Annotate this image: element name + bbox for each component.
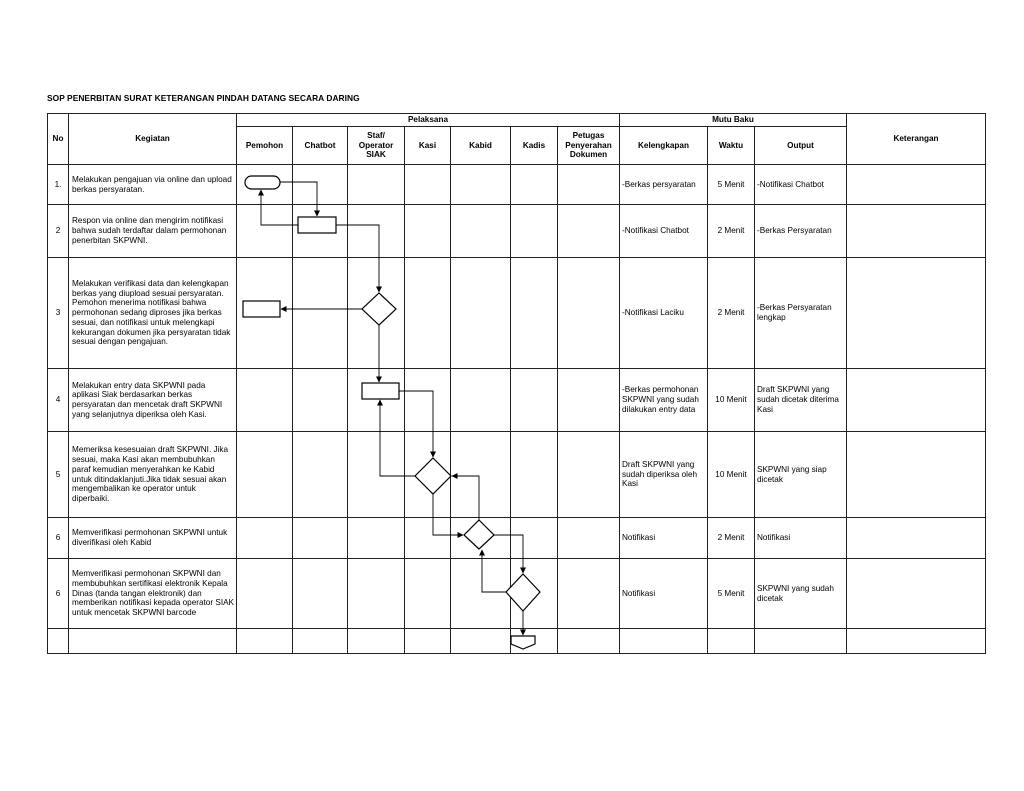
lane-kabid (451, 165, 511, 205)
table-row (48, 258, 986, 369)
lane-staf (348, 432, 405, 518)
row-kelengkapan: -Notifikasi Laciku (620, 258, 708, 369)
row-no: 2 (48, 205, 69, 258)
row-kegiatan: Memverifikasi permohonan SKPWNI untuk diverifikasi oleh Kabid (69, 518, 237, 559)
header-row-top (48, 114, 986, 127)
lane-kabid (451, 629, 511, 654)
row-keterangan (847, 629, 986, 654)
lane-kabid (451, 432, 511, 518)
lane-chatbot (293, 629, 348, 654)
row-kegiatan (69, 629, 237, 654)
row-waktu: 5 Menit (708, 559, 755, 629)
row-kelengkapan (620, 629, 708, 654)
row-no: 3 (48, 258, 69, 369)
row-keterangan (847, 205, 986, 258)
header-pemohon: Pemohon (237, 127, 293, 165)
row-output: -Berkas Persyaratan lengkap (755, 258, 847, 369)
row-kelengkapan: -Berkas persyaratan (620, 165, 708, 205)
row-kegiatan: Melakukan entry data SKPWNI pada aplikasi Siak berdasarkan berkas persyaratan dan mencetak draft SKPWNI yang selanjutnya diperiksa oleh Kasi. (69, 369, 237, 432)
row-kelengkapan: -Notifikasi Chatbot (620, 205, 708, 258)
lane-kasi (405, 432, 451, 518)
row-kegiatan: Memeriksa kesesuaian draft SKPWNI. Jika sesuai, maka Kasi akan membubuhkan paraf kemudian menyerahkan ke Kabid untuk ditindaklanjuti.Jika tidak sesuai akan mengembalikan ke operator untuk diperbaiki. (69, 432, 237, 518)
lane-petugas (558, 432, 620, 518)
row-output: -Berkas Persyaratan (755, 205, 847, 258)
lane-staf (348, 559, 405, 629)
lane-kabid (451, 258, 511, 369)
row-keterangan (847, 518, 986, 559)
lane-staf (348, 369, 405, 432)
row-waktu: 5 Menit (708, 165, 755, 205)
row-waktu: 10 Menit (708, 432, 755, 518)
row-waktu: 2 Menit (708, 258, 755, 369)
row-waktu: 2 Menit (708, 518, 755, 559)
lane-chatbot (293, 258, 348, 369)
lane-kasi (405, 205, 451, 258)
row-output: Draft SKPWNI yang sudah dicetak diterima Kasi (755, 369, 847, 432)
lane-staf (348, 165, 405, 205)
header-mutu-baku: Mutu Baku (620, 114, 847, 127)
lane-staf (348, 518, 405, 559)
lane-kadis (511, 258, 558, 369)
row-no: 6 (48, 518, 69, 559)
lane-chatbot (293, 205, 348, 258)
header-kegiatan: Kegiatan (69, 114, 237, 165)
row-kegiatan: Melakukan verifikasi data dan kelengkapan berkas yang diupload sesuai persyaratan. Pemohon menerima notifikasi bahwa permohonan sedang diproses jika berkas sesuai, dan notifikasi untuk melengkapi kekurangan dokumen jika persyaratan tidak sesuai dengan pengajuan. (69, 258, 237, 369)
row-waktu (708, 629, 755, 654)
row-kegiatan: Melakukan pengajuan via online dan upload berkas persyaratan. (69, 165, 237, 205)
lane-pemohon (237, 629, 293, 654)
lane-pemohon (237, 518, 293, 559)
row-keterangan (847, 432, 986, 518)
row-kelengkapan: Notifikasi (620, 559, 708, 629)
lane-kasi (405, 258, 451, 369)
header-pelaksana: Pelaksana (237, 114, 620, 127)
header-no: No (48, 114, 69, 165)
lane-pemohon (237, 205, 293, 258)
header-kelengkapan: Kelengkapan (620, 127, 708, 165)
lane-petugas (558, 559, 620, 629)
lane-kadis (511, 432, 558, 518)
lane-pemohon (237, 559, 293, 629)
lane-kasi (405, 369, 451, 432)
row-output: SKPWNI yang sudah dicetak (755, 559, 847, 629)
row-no: 4 (48, 369, 69, 432)
row-keterangan (847, 369, 986, 432)
document-title: SOP PENERBITAN SURAT KETERANGAN PINDAH DATANG SECARA DARING (47, 93, 360, 103)
row-kelengkapan: Draft SKPWNI yang sudah diperiksa oleh Kasi (620, 432, 708, 518)
row-keterangan (847, 165, 986, 205)
row-kelengkapan: -Berkas permohonan SKPWNI yang sudah dilakukan entry data (620, 369, 708, 432)
table-row (48, 432, 986, 518)
row-kegiatan: Respon via online dan mengirim notifikasi bahwa sudah terdaftar dalam permohonan penerbitan SKPWNI. (69, 205, 237, 258)
header-waktu: Waktu (708, 127, 755, 165)
row-no: 1. (48, 165, 69, 205)
lane-kasi (405, 559, 451, 629)
table-row (48, 518, 986, 559)
lane-kabid (451, 559, 511, 629)
row-no (48, 629, 69, 654)
lane-kadis (511, 369, 558, 432)
table-row (48, 369, 986, 432)
sop-table (47, 113, 986, 654)
lane-kadis (511, 629, 558, 654)
lane-petugas (558, 205, 620, 258)
lane-kadis (511, 559, 558, 629)
lane-staf (348, 629, 405, 654)
header-keterangan: Keterangan (847, 114, 986, 165)
lane-petugas (558, 258, 620, 369)
header-kasi: Kasi (405, 127, 451, 165)
row-output: -Notifikasi Chatbot (755, 165, 847, 205)
lane-kabid (451, 369, 511, 432)
table-row (48, 629, 986, 654)
table-row (48, 165, 986, 205)
lane-kadis (511, 165, 558, 205)
row-waktu: 2 Menit (708, 205, 755, 258)
lane-kadis (511, 205, 558, 258)
header-kabid: Kabid (451, 127, 511, 165)
lane-kabid (451, 205, 511, 258)
lane-chatbot (293, 559, 348, 629)
lane-petugas (558, 165, 620, 205)
row-waktu: 10 Menit (708, 369, 755, 432)
lane-chatbot (293, 165, 348, 205)
lane-kasi (405, 518, 451, 559)
table-row (48, 205, 986, 258)
lane-kadis (511, 518, 558, 559)
header-petugas: Petugas Penyerahan Dokumen (558, 127, 620, 165)
lane-staf (348, 205, 405, 258)
row-output (755, 629, 847, 654)
lane-pemohon (237, 369, 293, 432)
lane-petugas (558, 629, 620, 654)
lane-pemohon (237, 258, 293, 369)
header-output: Output (755, 127, 847, 165)
lane-petugas (558, 369, 620, 432)
row-kegiatan: Memverifikasi permohonan SKPWNI dan membubuhkan sertifikasi elektronik Kepala Dinas (tanda tangan elektronik) dan memberikan notifikasi kepada operator SIAK untuk mencetak SKPWNI barcode (69, 559, 237, 629)
lane-kasi (405, 629, 451, 654)
lane-pemohon (237, 432, 293, 518)
row-keterangan (847, 258, 986, 369)
lane-kasi (405, 165, 451, 205)
row-kelengkapan: Notifikasi (620, 518, 708, 559)
row-no: 5 (48, 432, 69, 518)
lane-chatbot (293, 518, 348, 559)
header-kadis: Kadis (511, 127, 558, 165)
row-output: Notifikasi (755, 518, 847, 559)
lane-petugas (558, 518, 620, 559)
lane-chatbot (293, 432, 348, 518)
header-chatbot: Chatbot (293, 127, 348, 165)
lane-kabid (451, 518, 511, 559)
lane-staf (348, 258, 405, 369)
row-keterangan (847, 559, 986, 629)
row-no: 6 (48, 559, 69, 629)
row-output: SKPWNI yang siap dicetak (755, 432, 847, 518)
lane-chatbot (293, 369, 348, 432)
lane-pemohon (237, 165, 293, 205)
header-staf: Staf/ Operator SIAK (348, 127, 405, 165)
table-row (48, 559, 986, 629)
